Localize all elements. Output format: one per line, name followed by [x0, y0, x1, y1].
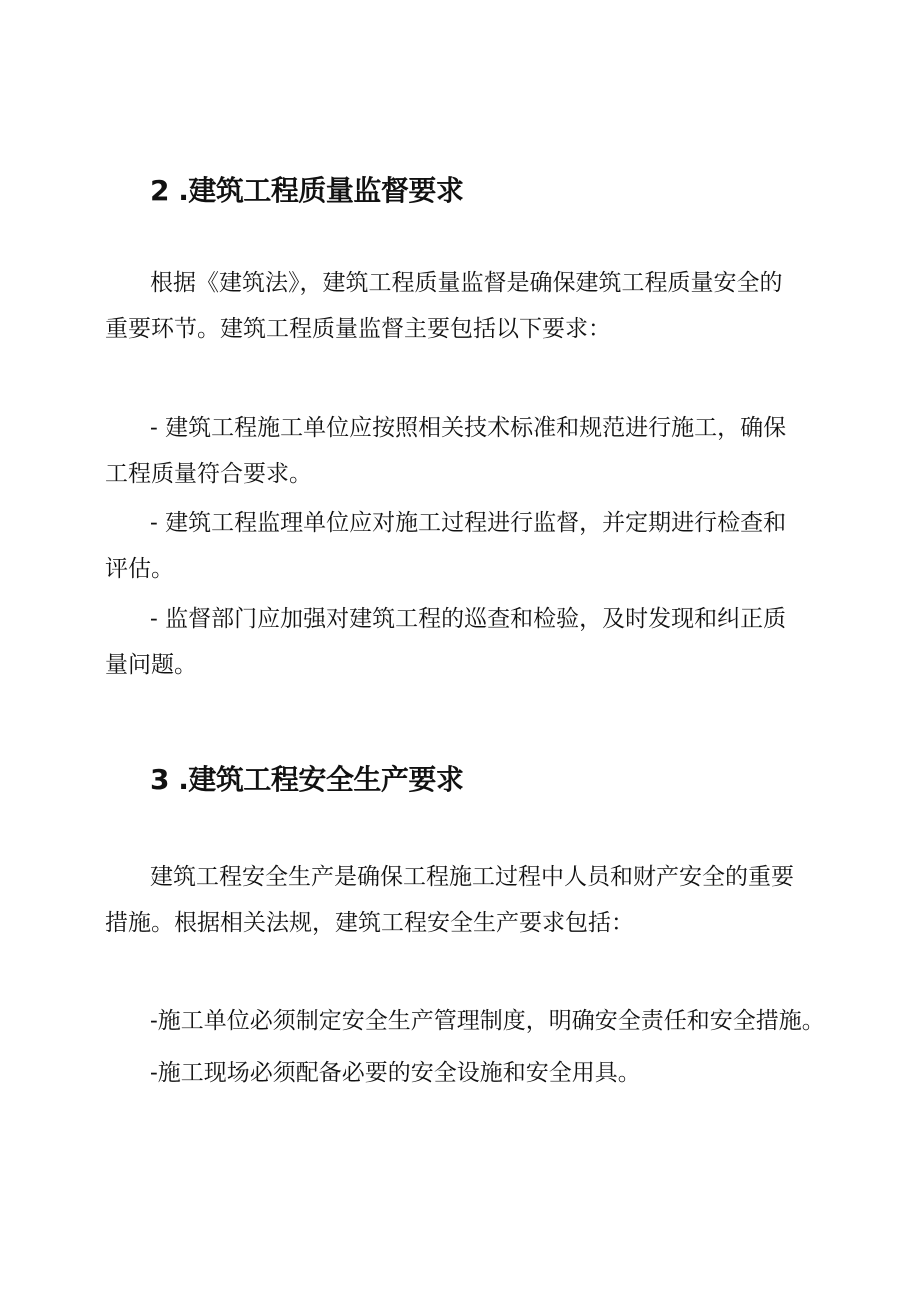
section-2-item-3 — [105, 596, 810, 688]
section-2-intro — [105, 260, 810, 352]
paragraph-line: 措施。根据相关法规，建筑工程安全生产要求包括： — [105, 910, 634, 936]
section-heading-2: 2 .建筑工程质量监督要求 — [150, 174, 464, 207]
list-item-line: - 建筑工程施工单位应按照相关技术标准和规范进行施工，确保 — [150, 415, 787, 441]
paragraph-line: 根据《建筑法》，建筑工程质量监督是确保建筑工程质量安全的 — [150, 270, 783, 296]
list-item-line: -施工现场必须配备必要的安全设施和安全用具。 — [150, 1060, 641, 1086]
list-item-line: - 监督部门应加强对建筑工程的巡查和检验，及时发现和纠正质 — [150, 606, 787, 632]
list-item-line: 量问题。 — [105, 652, 197, 678]
list-item-line: 工程质量符合要求。 — [105, 461, 312, 487]
section-3-intro — [105, 854, 810, 946]
list-item-line: 评估。 — [105, 556, 174, 582]
list-item-line: -施工单位必须制定安全生产管理制度，明确安全责任和安全措施。 — [150, 1008, 825, 1034]
paragraph-line: 重要环节。建筑工程质量监督主要包括以下要求： — [105, 316, 611, 342]
section-3-item-2 — [150, 1050, 810, 1096]
section-2-item-1 — [105, 405, 810, 497]
list-item-line: - 建筑工程监理单位应对施工过程进行监督，并定期进行检查和 — [150, 510, 787, 536]
paragraph-line: 建筑工程安全生产是确保工程施工过程中人员和财产安全的重要 — [150, 864, 794, 890]
section-heading-3: 3 .建筑工程安全生产要求 — [150, 763, 464, 796]
section-2-item-2 — [105, 500, 810, 592]
section-3-item-1 — [150, 998, 825, 1044]
